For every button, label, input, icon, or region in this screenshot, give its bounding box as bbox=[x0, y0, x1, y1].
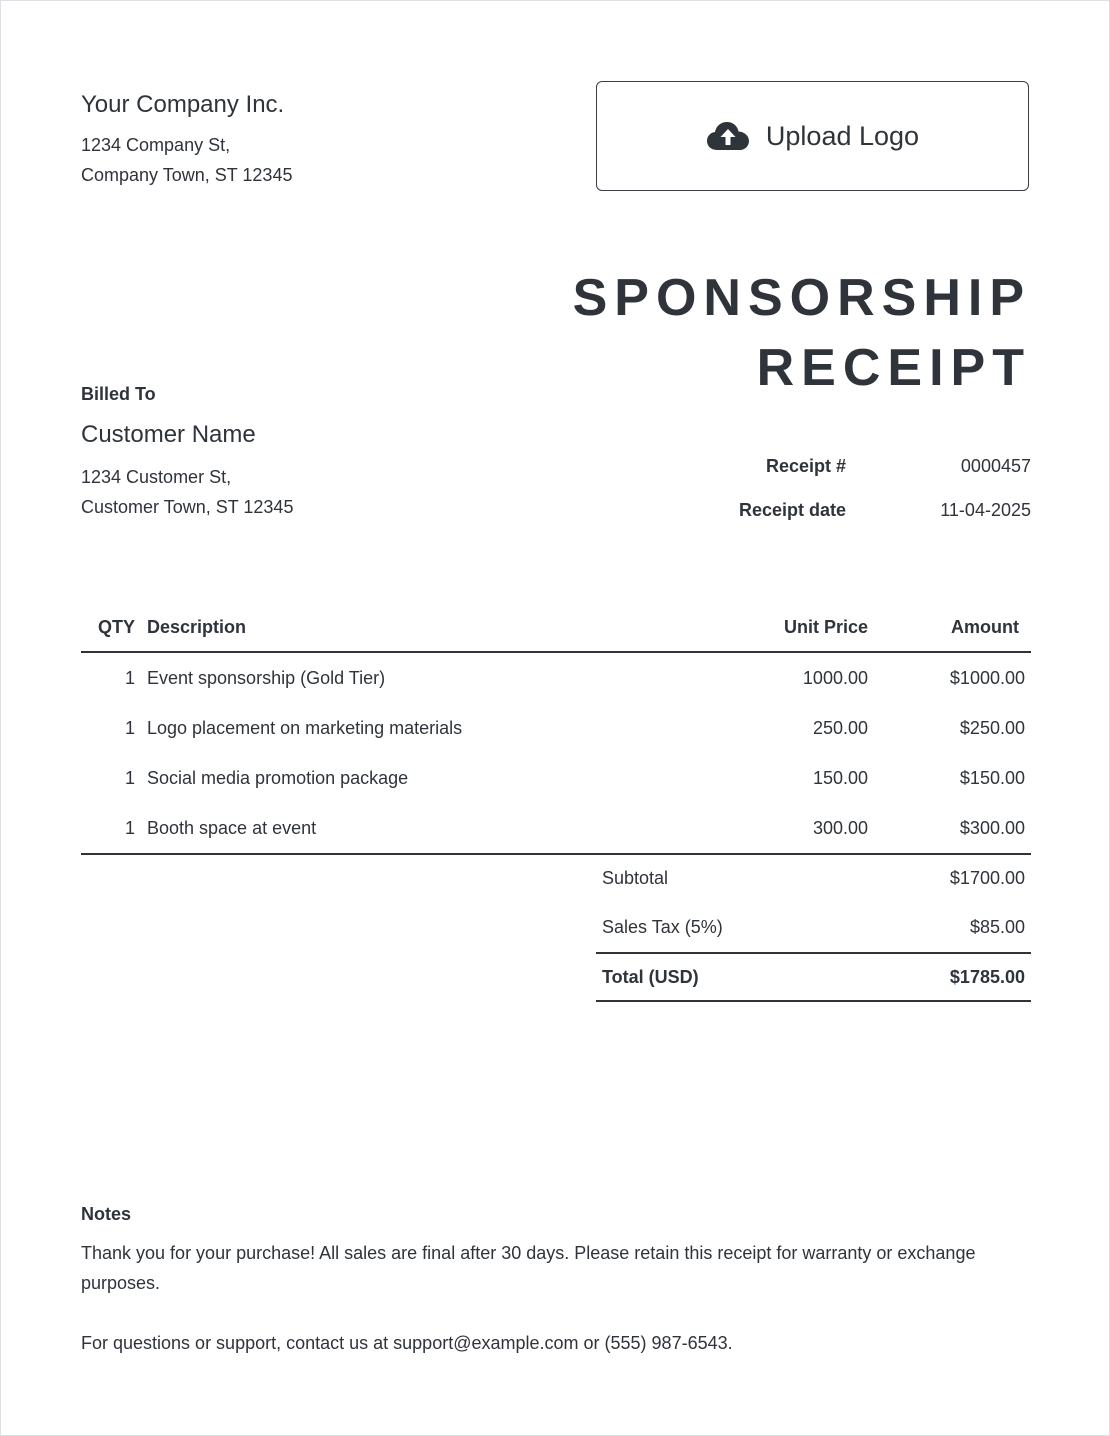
customer-name: Customer Name bbox=[81, 421, 256, 448]
header-unit-price: Unit Price bbox=[718, 603, 868, 652]
header-amount: Amount bbox=[868, 603, 1031, 652]
line-items-table bbox=[81, 603, 1031, 855]
total-value: $1785.00 bbox=[861, 953, 1031, 1001]
totals-table bbox=[596, 854, 1031, 1002]
company-address-line2: Company Town, ST 12345 bbox=[81, 165, 293, 185]
tax-value: $85.00 bbox=[969, 917, 1025, 937]
row-amount: $150.00 bbox=[959, 767, 1025, 788]
row-description: Event sponsorship (Gold Tier) bbox=[147, 667, 386, 688]
document-title-line2: RECEIPT bbox=[756, 339, 1031, 397]
total-label: Total (USD) bbox=[596, 953, 861, 1001]
row-qty: 1 bbox=[124, 767, 135, 788]
row-description: Booth space at event bbox=[135, 803, 718, 854]
company-name: Your Company Inc. bbox=[81, 91, 285, 118]
row-amount: $250.00 bbox=[959, 717, 1025, 738]
customer-address-line2: Customer Town, ST 12345 bbox=[81, 497, 294, 517]
row-qty: 1 bbox=[124, 717, 135, 738]
billed-to-label: Billed To bbox=[81, 384, 156, 404]
row-unit-price: 1000.00 bbox=[802, 667, 868, 688]
row-description: Logo placement on marketing materials bbox=[147, 717, 463, 738]
notes-contact: For questions or support, contact us at support@example.com or (555) 987-6543. bbox=[81, 1333, 733, 1353]
customer-address-line1: 1234 Customer St, bbox=[81, 467, 232, 487]
row-unit-price: 250.00 bbox=[812, 717, 868, 738]
document-title bbox=[573, 263, 1031, 403]
upload-logo-button[interactable] bbox=[596, 81, 1029, 191]
table-row bbox=[81, 753, 1031, 803]
tax-label: Sales Tax (5%) bbox=[602, 917, 723, 937]
receipt-number-label: Receipt # bbox=[765, 456, 846, 476]
receipt-date-label: Receipt date bbox=[738, 500, 846, 520]
row-description: Social media promotion package bbox=[147, 767, 409, 788]
receipt-number-value: 0000457 bbox=[960, 456, 1031, 476]
subtotal-value: $1700.00 bbox=[949, 868, 1025, 888]
company-address-line1: 1234 Company St, bbox=[81, 135, 231, 155]
row-unit-price: 300.00 bbox=[718, 803, 868, 854]
header-qty: QTY bbox=[81, 603, 135, 652]
notes-label: Notes bbox=[81, 1204, 132, 1224]
row-qty: 1 bbox=[81, 803, 135, 854]
receipt-date-value: 11-04-2025 bbox=[940, 500, 1031, 520]
row-qty: 1 bbox=[124, 667, 135, 688]
total-row bbox=[596, 953, 1031, 1001]
table-row bbox=[81, 703, 1031, 753]
subtotal-row bbox=[596, 854, 1031, 903]
notes-text: Thank you for your purchase! All sales are final after 30 days. Please retain this receipt for warranty or exchange purposes. bbox=[81, 1243, 976, 1293]
cloud-upload-icon bbox=[706, 120, 750, 152]
table-row bbox=[81, 803, 1031, 854]
upload-logo-label: Upload Logo bbox=[765, 120, 920, 151]
row-unit-price: 150.00 bbox=[812, 767, 868, 788]
document-title-line1: SPONSORSHIP bbox=[572, 269, 1031, 327]
row-amount: $300.00 bbox=[868, 803, 1031, 854]
header-description: Description bbox=[135, 603, 718, 652]
tax-row bbox=[596, 903, 1031, 953]
table-header-row bbox=[81, 603, 1031, 652]
table-row bbox=[81, 652, 1031, 703]
row-amount: $1000.00 bbox=[949, 667, 1025, 688]
subtotal-label: Subtotal bbox=[602, 868, 669, 888]
